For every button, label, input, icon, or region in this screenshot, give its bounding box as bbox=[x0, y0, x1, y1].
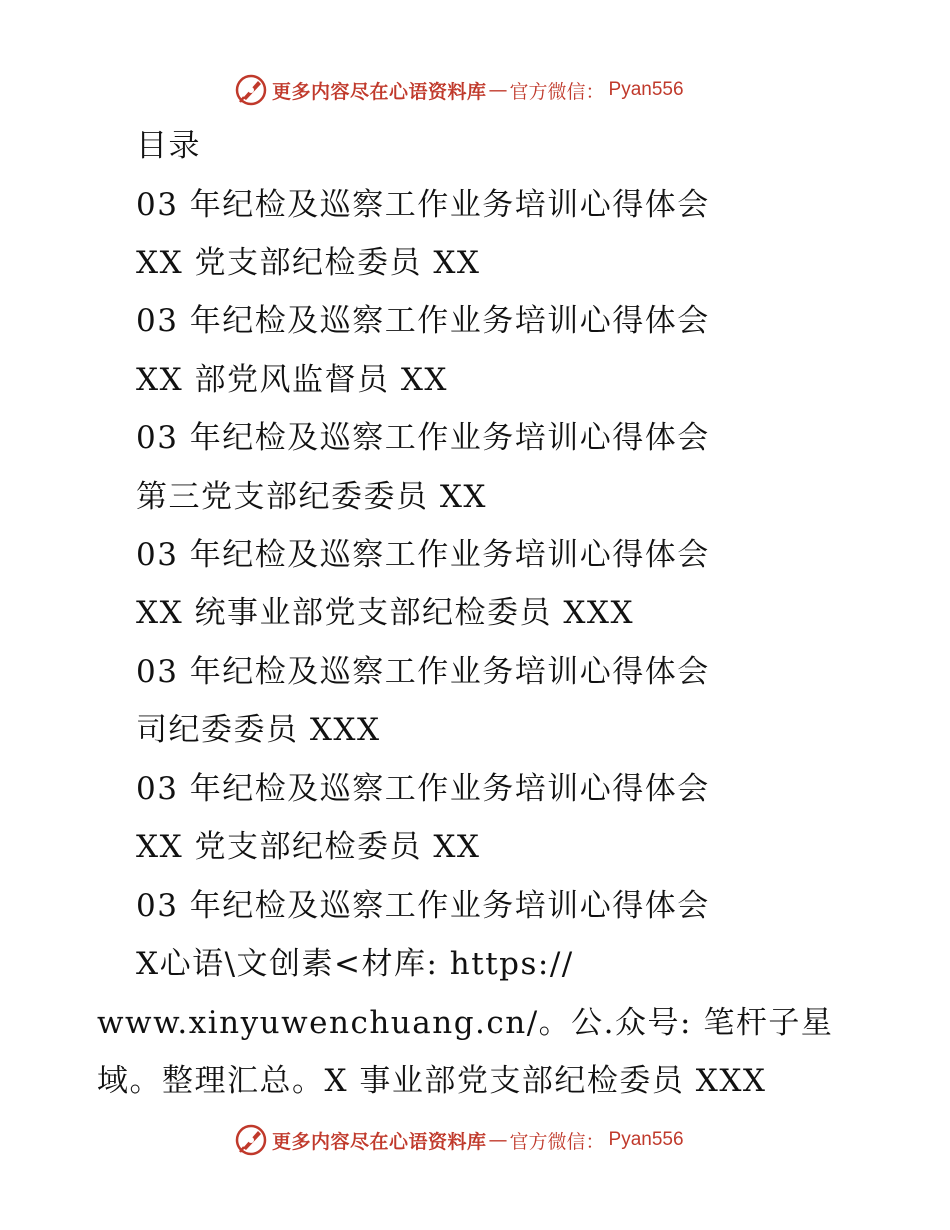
watermark-separator: — bbox=[488, 79, 508, 101]
doc-line: 03 年纪检及巡察工作业务培训心得体会 bbox=[136, 537, 710, 573]
watermark-text: 更多内容尽在心语资料库 bbox=[272, 1130, 487, 1153]
footer-watermark bbox=[234, 1120, 684, 1160]
doc-line: www.xinyuwenchuang.cn/。公.众号: 笔杆子星 bbox=[97, 1005, 834, 1041]
watermark-id: Pyan556 bbox=[608, 1129, 684, 1150]
doc-line: XX 党支部纪检委员 XX bbox=[136, 829, 481, 865]
doc-line: XX 统事业部党支部纪检委员 XXX bbox=[136, 595, 635, 631]
watermark-text: 更多内容尽在心语资料库 bbox=[272, 80, 487, 103]
doc-line: 03 年纪检及巡察工作业务培训心得体会 bbox=[136, 420, 710, 456]
quill-logo-icon bbox=[234, 1123, 268, 1157]
doc-line: 03 年纪检及巡察工作业务培训心得体会 bbox=[136, 303, 710, 339]
doc-line: 第三党支部纪委委员 XX bbox=[136, 479, 487, 515]
watermark-label: 官方微信： bbox=[509, 1130, 605, 1153]
doc-line: 03 年纪检及巡察工作业务培训心得体会 bbox=[136, 654, 710, 690]
watermark-id: Pyan556 bbox=[608, 79, 684, 100]
quill-logo-icon bbox=[234, 73, 268, 107]
doc-line: 03 年纪检及巡察工作业务培训心得体会 bbox=[136, 771, 710, 807]
watermark-label: 官方微信： bbox=[509, 80, 605, 103]
doc-line: 域。整理汇总。X 事业部党支部纪检委员 XXX bbox=[97, 1063, 767, 1099]
doc-line: XX 党支部纪检委员 XX bbox=[136, 245, 481, 281]
doc-line: X心语\文创素<材库: https:// bbox=[136, 946, 574, 982]
watermark-separator: — bbox=[488, 1129, 508, 1151]
header-watermark bbox=[234, 70, 684, 110]
doc-line: XX 部党风监督员 XX bbox=[136, 362, 448, 398]
doc-line: 司纪委委员 XXX bbox=[136, 712, 381, 748]
doc-line: 03 年纪检及巡察工作业务培训心得体会 bbox=[136, 187, 710, 223]
doc-line: 03 年纪检及巡察工作业务培训心得体会 bbox=[136, 888, 710, 924]
toc-heading: 目录 bbox=[136, 128, 201, 164]
